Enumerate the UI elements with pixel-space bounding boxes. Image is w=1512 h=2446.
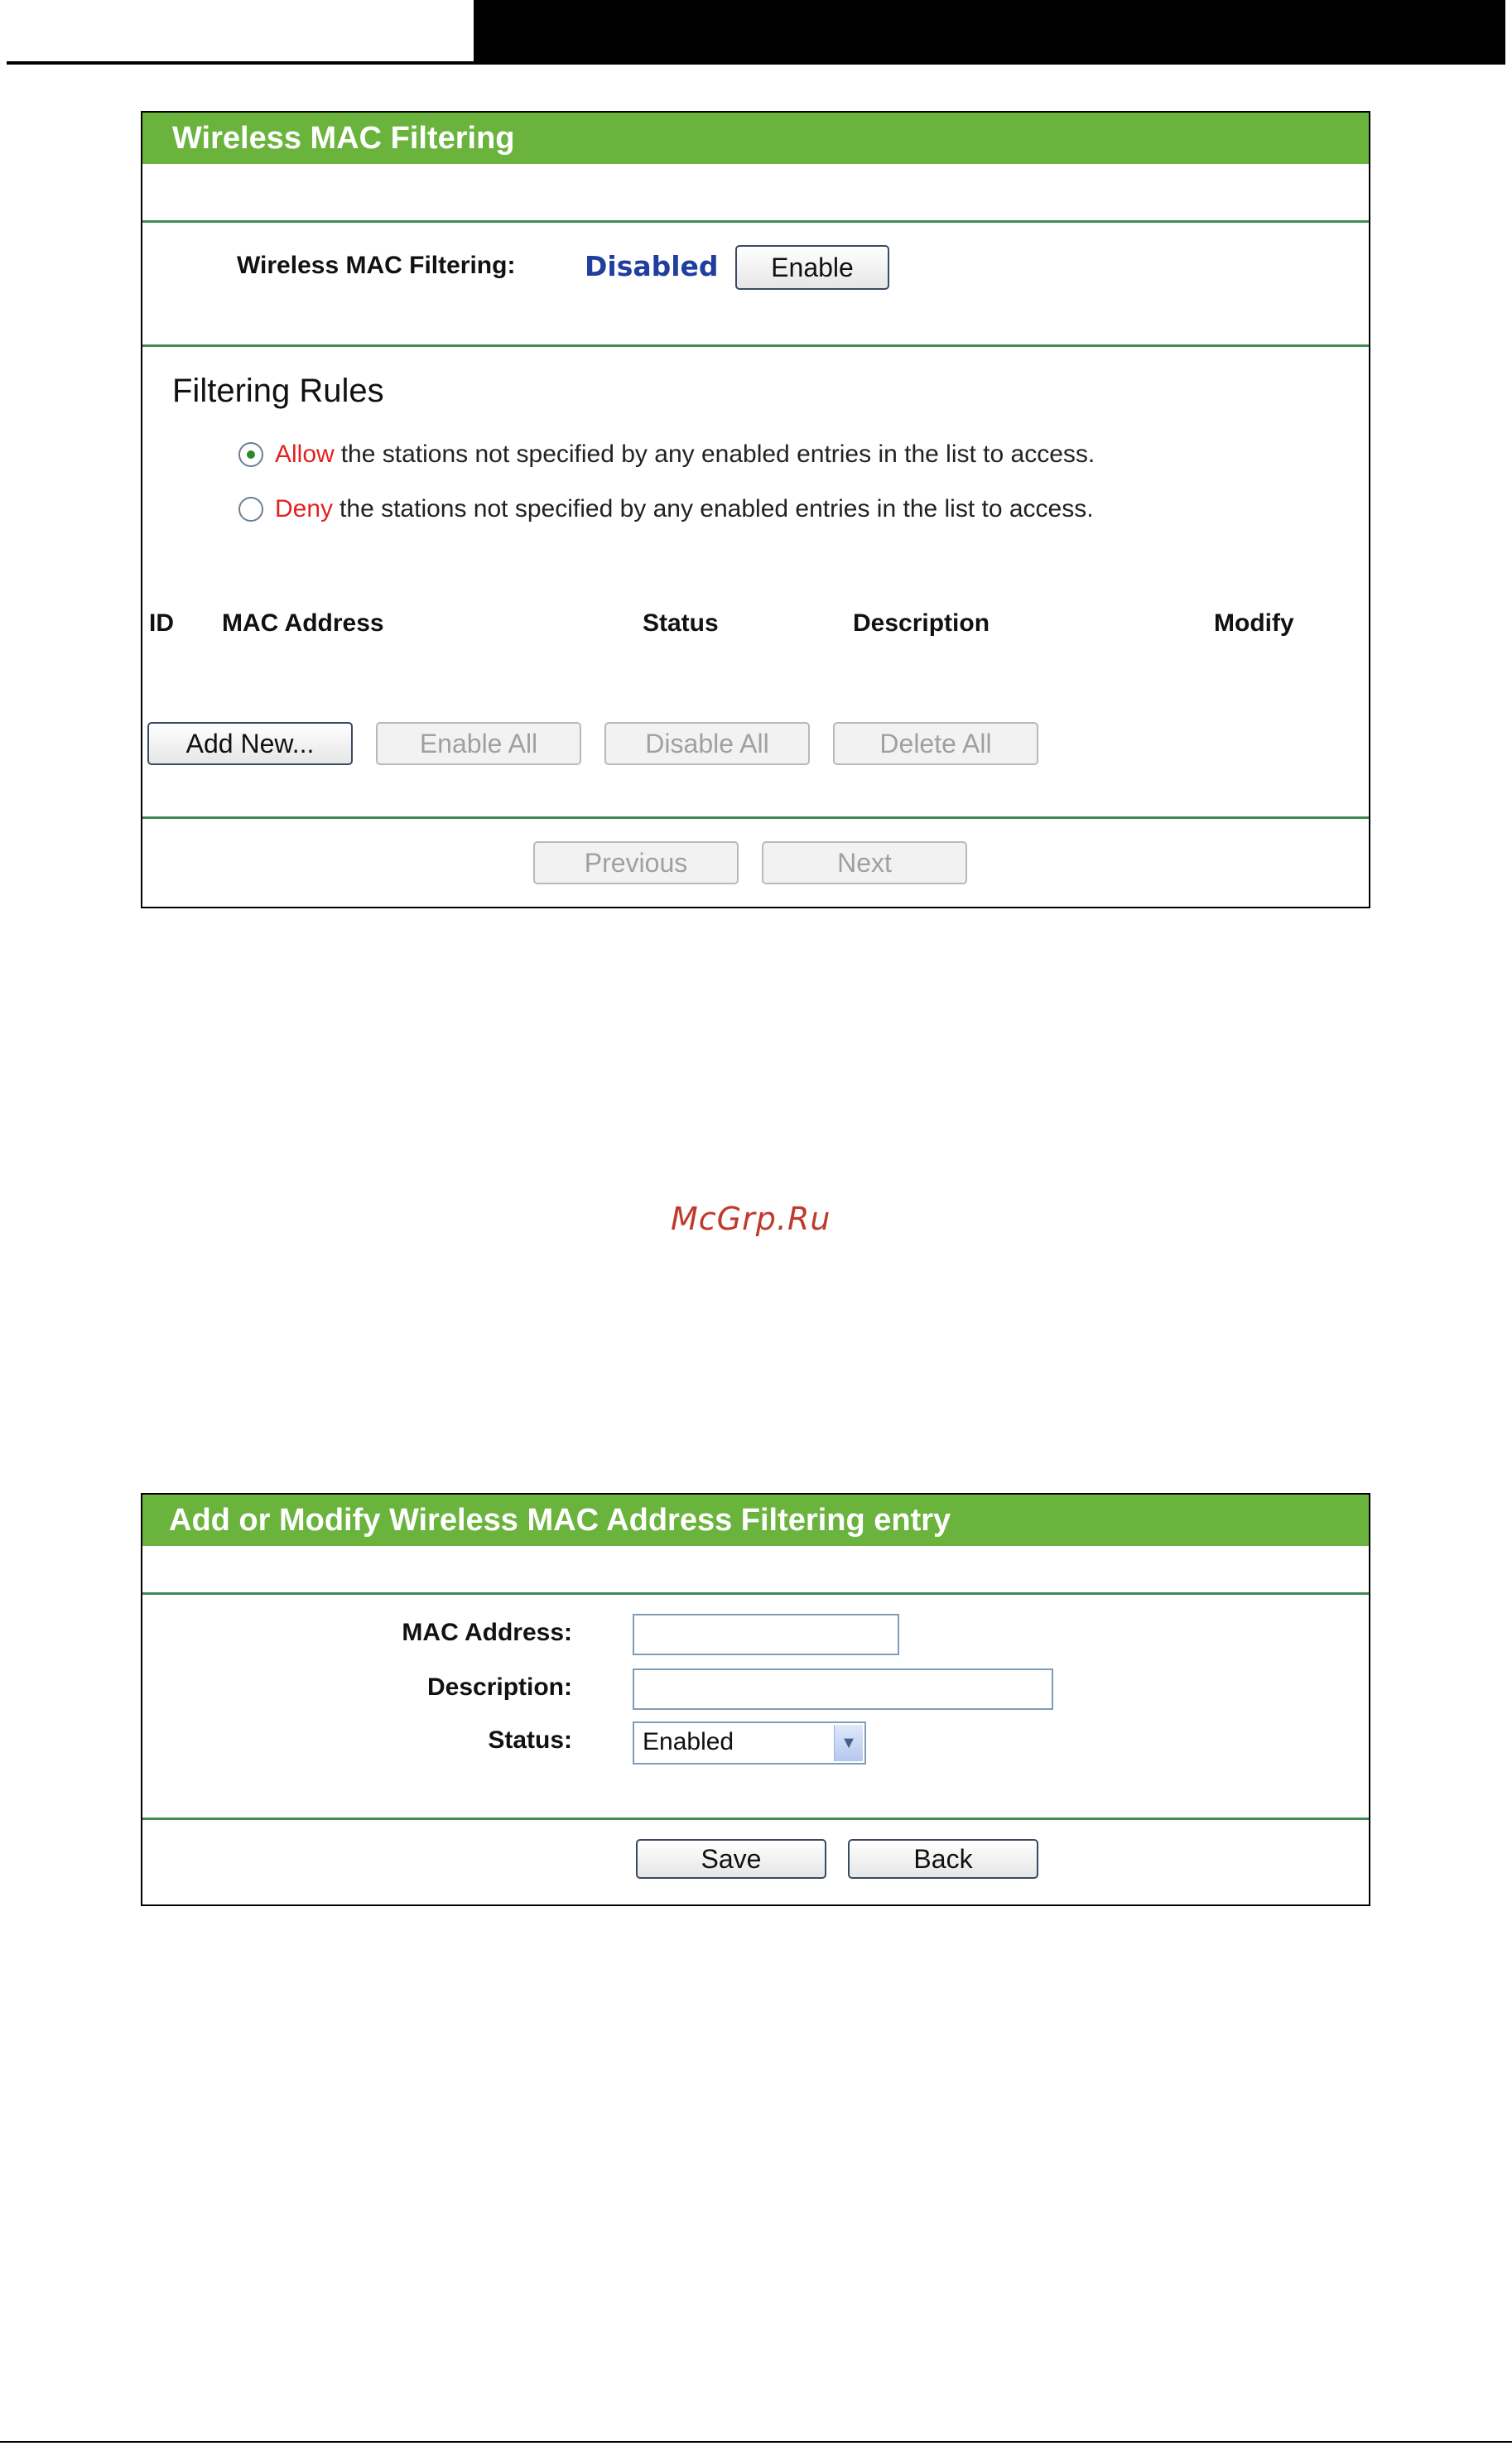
column-header-modify: Modify [1214,609,1294,637]
allow-keyword: Allow [275,441,335,468]
enable-all-button[interactable]: Enable All [376,722,581,765]
mac-filtering-panel [141,111,1370,908]
entry-panel [141,1493,1370,1906]
footer-rule [0,2441,1512,2443]
description-label: Description: [426,1673,572,1701]
enable-button[interactable]: Enable [735,245,889,290]
allow-rule-text: the stations not specified by any enabled entries in the list to access. [340,441,1095,468]
deny-radio[interactable] [238,497,263,522]
next-button[interactable]: Next [762,841,967,884]
entry-panel-title: Add or Modify Wireless MAC Address Filtering entry [142,1495,1369,1546]
deny-rule-text: the stations not specified by any enabled entries in the list to access. [339,495,1094,522]
column-header-status: Status [643,609,719,637]
status-label: Status: [488,1726,572,1754]
status-select[interactable] [633,1721,866,1765]
watermark-text: McGrp.Ru [671,1201,831,1237]
mac-filtering-title: Wireless MAC Filtering [142,113,1369,164]
chevron-down-icon[interactable]: ▼ [834,1725,863,1761]
divider [142,816,1369,819]
filtering-rules-title: Filtering Rules [172,373,384,409]
rule-allow-row[interactable] [238,441,1095,469]
deny-keyword: Deny [275,495,334,522]
header-black-bar [474,0,1505,63]
mac-address-label: MAC Address: [402,1619,572,1646]
header-rule [7,61,1505,65]
status-select-value: Enabled [643,1728,734,1755]
back-button[interactable]: Back [848,1839,1038,1879]
column-header-description: Description [853,609,990,637]
mac-address-input[interactable] [633,1614,899,1655]
disable-all-button[interactable]: Disable All [604,722,810,765]
mac-filtering-status-value: Disabled [585,250,719,282]
delete-all-button[interactable]: Delete All [833,722,1038,765]
divider [142,220,1369,223]
previous-button[interactable]: Previous [533,841,739,884]
save-button[interactable]: Save [636,1839,826,1879]
description-input[interactable] [633,1668,1053,1710]
add-new-button[interactable]: Add New... [147,722,353,765]
column-header-mac-address: MAC Address [222,609,384,637]
allow-radio[interactable] [238,442,263,467]
divider [142,1592,1369,1595]
mac-filtering-status-label: Wireless MAC Filtering: [237,252,516,279]
rule-deny-row[interactable] [238,495,1094,523]
divider [142,344,1369,347]
divider [142,1818,1369,1820]
column-header-id: ID [149,609,174,637]
